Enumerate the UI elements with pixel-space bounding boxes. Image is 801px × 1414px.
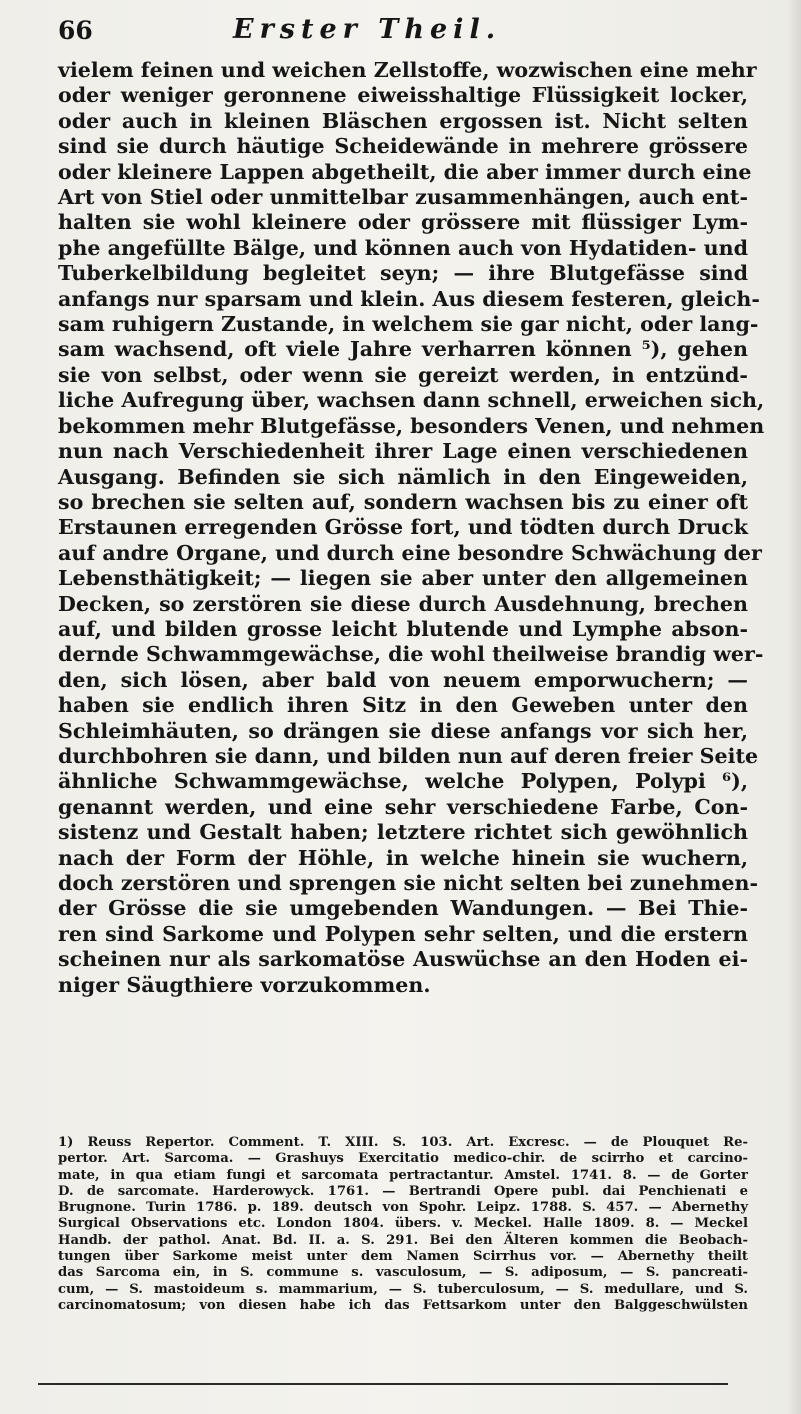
- text-line: scheinen nur als sarkomatöse Auswüchse an den Hoden ei-: [58, 947, 748, 972]
- footnote-line: Handb. der pathol. Anat. Bd. II. a. S. 291. Bei den Älteren kommen die Beobach-: [58, 1232, 748, 1248]
- text-line: sam wachsend, oft viele Jahre verharren können ⁵), gehen: [58, 337, 748, 362]
- footnote-line: carcinomatosum; von diesen habe ich das Fettsarkom unter den Balggeschwülsten: [58, 1297, 748, 1313]
- text-line: phe angefüllte Bälge, und können auch von Hydatiden- und: [58, 235, 748, 260]
- main-text: [58, 58, 765, 998]
- text-line: haben sie endlich ihren Sitz in den Geweben unter den: [58, 693, 748, 718]
- text-line: nun nach Verschiedenheit ihrer Lage einen verschiedenen: [58, 439, 748, 464]
- text-line: genannt werden, und eine sehr verschiedene Farbe, Con-: [58, 794, 748, 819]
- text-line: nach der Form der Höhle, in welche hinein sie wuchern,: [58, 845, 748, 870]
- footnote-line: tungen über Sarkome meist unter dem Namen Scirrhus vor. — Abernethy theilt: [58, 1249, 748, 1265]
- text-line: sind sie durch häutige Scheidewände in mehrere grössere: [58, 134, 748, 159]
- page-number: 66: [58, 16, 93, 45]
- text-line: ren sind Sarkome und Polypen sehr selten, und die erstern: [58, 921, 748, 946]
- text-line: halten sie wohl kleinere oder grössere mit flüssiger Lym-: [58, 210, 748, 235]
- text-line: oder weniger geronnene eiweisshaltige Flüssigkeit locker,: [58, 83, 748, 108]
- footnote-line: Brugnone. Turin 1786. p. 189. deutsch von Spohr. Leipz. 1788. S. 457. — Abernethy: [58, 1200, 748, 1216]
- text-line: durchbohren sie dann, und bilden nun auf deren freier Seite: [58, 743, 759, 768]
- text-line: Tuberkelbildung begleitet seyn; — ihre Blutgefässe sind: [58, 261, 748, 286]
- footnote-line: Surgical Observations etc. London 1804. übers. v. Meckel. Halle 1809. 8. — Meckel: [58, 1216, 748, 1232]
- text-line: auf, und bilden grosse leicht blutende und Lymphe abson-: [58, 616, 748, 641]
- footnote-line: mate, in qua etiam fungi et sarcomata pertractantur. Amstel. 1741. 8. — de Gorter: [58, 1167, 748, 1183]
- running-title: Erster Theil.: [233, 14, 502, 45]
- text-line: bekommen mehr Blutgefässe, besonders Venen, und nehmen: [58, 413, 765, 438]
- footnote-line: cum, — S. mastoideum s. mammarium, — S. tuberculosum, — S. medullare, und S.: [58, 1281, 748, 1297]
- footnote-line: D. de sarcomate. Harderowyck. 1761. — Bertrandi Opere publ. dai Penchienati e: [58, 1183, 748, 1199]
- text-line: oder auch in kleinen Bläschen ergossen ist. Nicht selten: [58, 108, 748, 133]
- text-line: oder kleinere Lappen abgetheilt, die aber immer durch eine: [58, 159, 752, 184]
- page-header: [58, 14, 748, 54]
- footnote-line: 1) Reuss Repertor. Comment. T. XIII. S. 103. Art. Excresc. — de Plouquet Re-: [58, 1135, 748, 1150]
- text-line: Schleimhäuten, so drängen sie diese anfangs vor sich her,: [58, 718, 748, 743]
- text-line: anfangs nur sparsam und klein. Aus diesem festeren, gleich-: [58, 286, 760, 311]
- text-line: Lebensthätigkeit; — liegen sie aber unter den allgemeinen: [58, 566, 748, 591]
- footnotes: [58, 1135, 748, 1314]
- text-line: so brechen sie selten auf, sondern wachsen bis zu einer oft: [58, 489, 748, 514]
- text-line-last: niger Säugthiere vorzukommen.: [58, 972, 431, 997]
- text-line: Art von Stiel oder unmittelbar zusammenhängen, auch ent-: [58, 185, 748, 210]
- text-line: dernde Schwammgewächse, die wohl theilweise brandig wer-: [58, 642, 764, 667]
- text-line: ähnliche Schwammgewächse, welche Polypen, Polypi ⁶),: [58, 769, 748, 794]
- text-line: auf andre Organe, und durch eine besondre Schwächung der: [58, 540, 762, 565]
- text-line: Decken, so zerstören sie diese durch Ausdehnung, brechen: [58, 591, 748, 616]
- page-edge-shadow: [787, 0, 801, 1414]
- text-line: sam ruhigern Zustande, in welchem sie gar nicht, oder lang-: [58, 312, 759, 337]
- text-line: Ausgang. Befinden sie sich nämlich in den Eingeweiden,: [58, 464, 748, 489]
- footnote-line: das Sarcoma ein, in S. commune s. vasculosum, — S. adiposum, — S. pancreati-: [58, 1265, 748, 1281]
- bottom-rule: [38, 1383, 728, 1385]
- footnote-line: pertor. Art. Sarcoma. — Grashuys Exercitatio medico-chir. de scirrho et carcino-: [58, 1151, 748, 1167]
- text-line: den, sich lösen, aber bald von neuem emporwuchern; —: [58, 667, 748, 692]
- text-line: liche Aufregung über, wachsen dann schnell, erweichen sich,: [58, 388, 765, 413]
- text-line: doch zerstören und sprengen sie nicht selten bei zunehmen-: [58, 871, 759, 895]
- text-line: Erstaunen erregenden Grösse fort, und tödten durch Druck: [58, 515, 748, 540]
- text-line: sie von selbst, oder wenn sie gereizt werden, in entzünd-: [58, 362, 748, 387]
- text-line: sistenz und Gestalt haben; letztere richtet sich gewöhnlich: [58, 820, 748, 845]
- text-line: vielem feinen und weichen Zellstoffe, wozwischen eine mehr: [58, 58, 757, 82]
- text-line: der Grösse die sie umgebenden Wandungen. — Bei Thie-: [58, 896, 748, 921]
